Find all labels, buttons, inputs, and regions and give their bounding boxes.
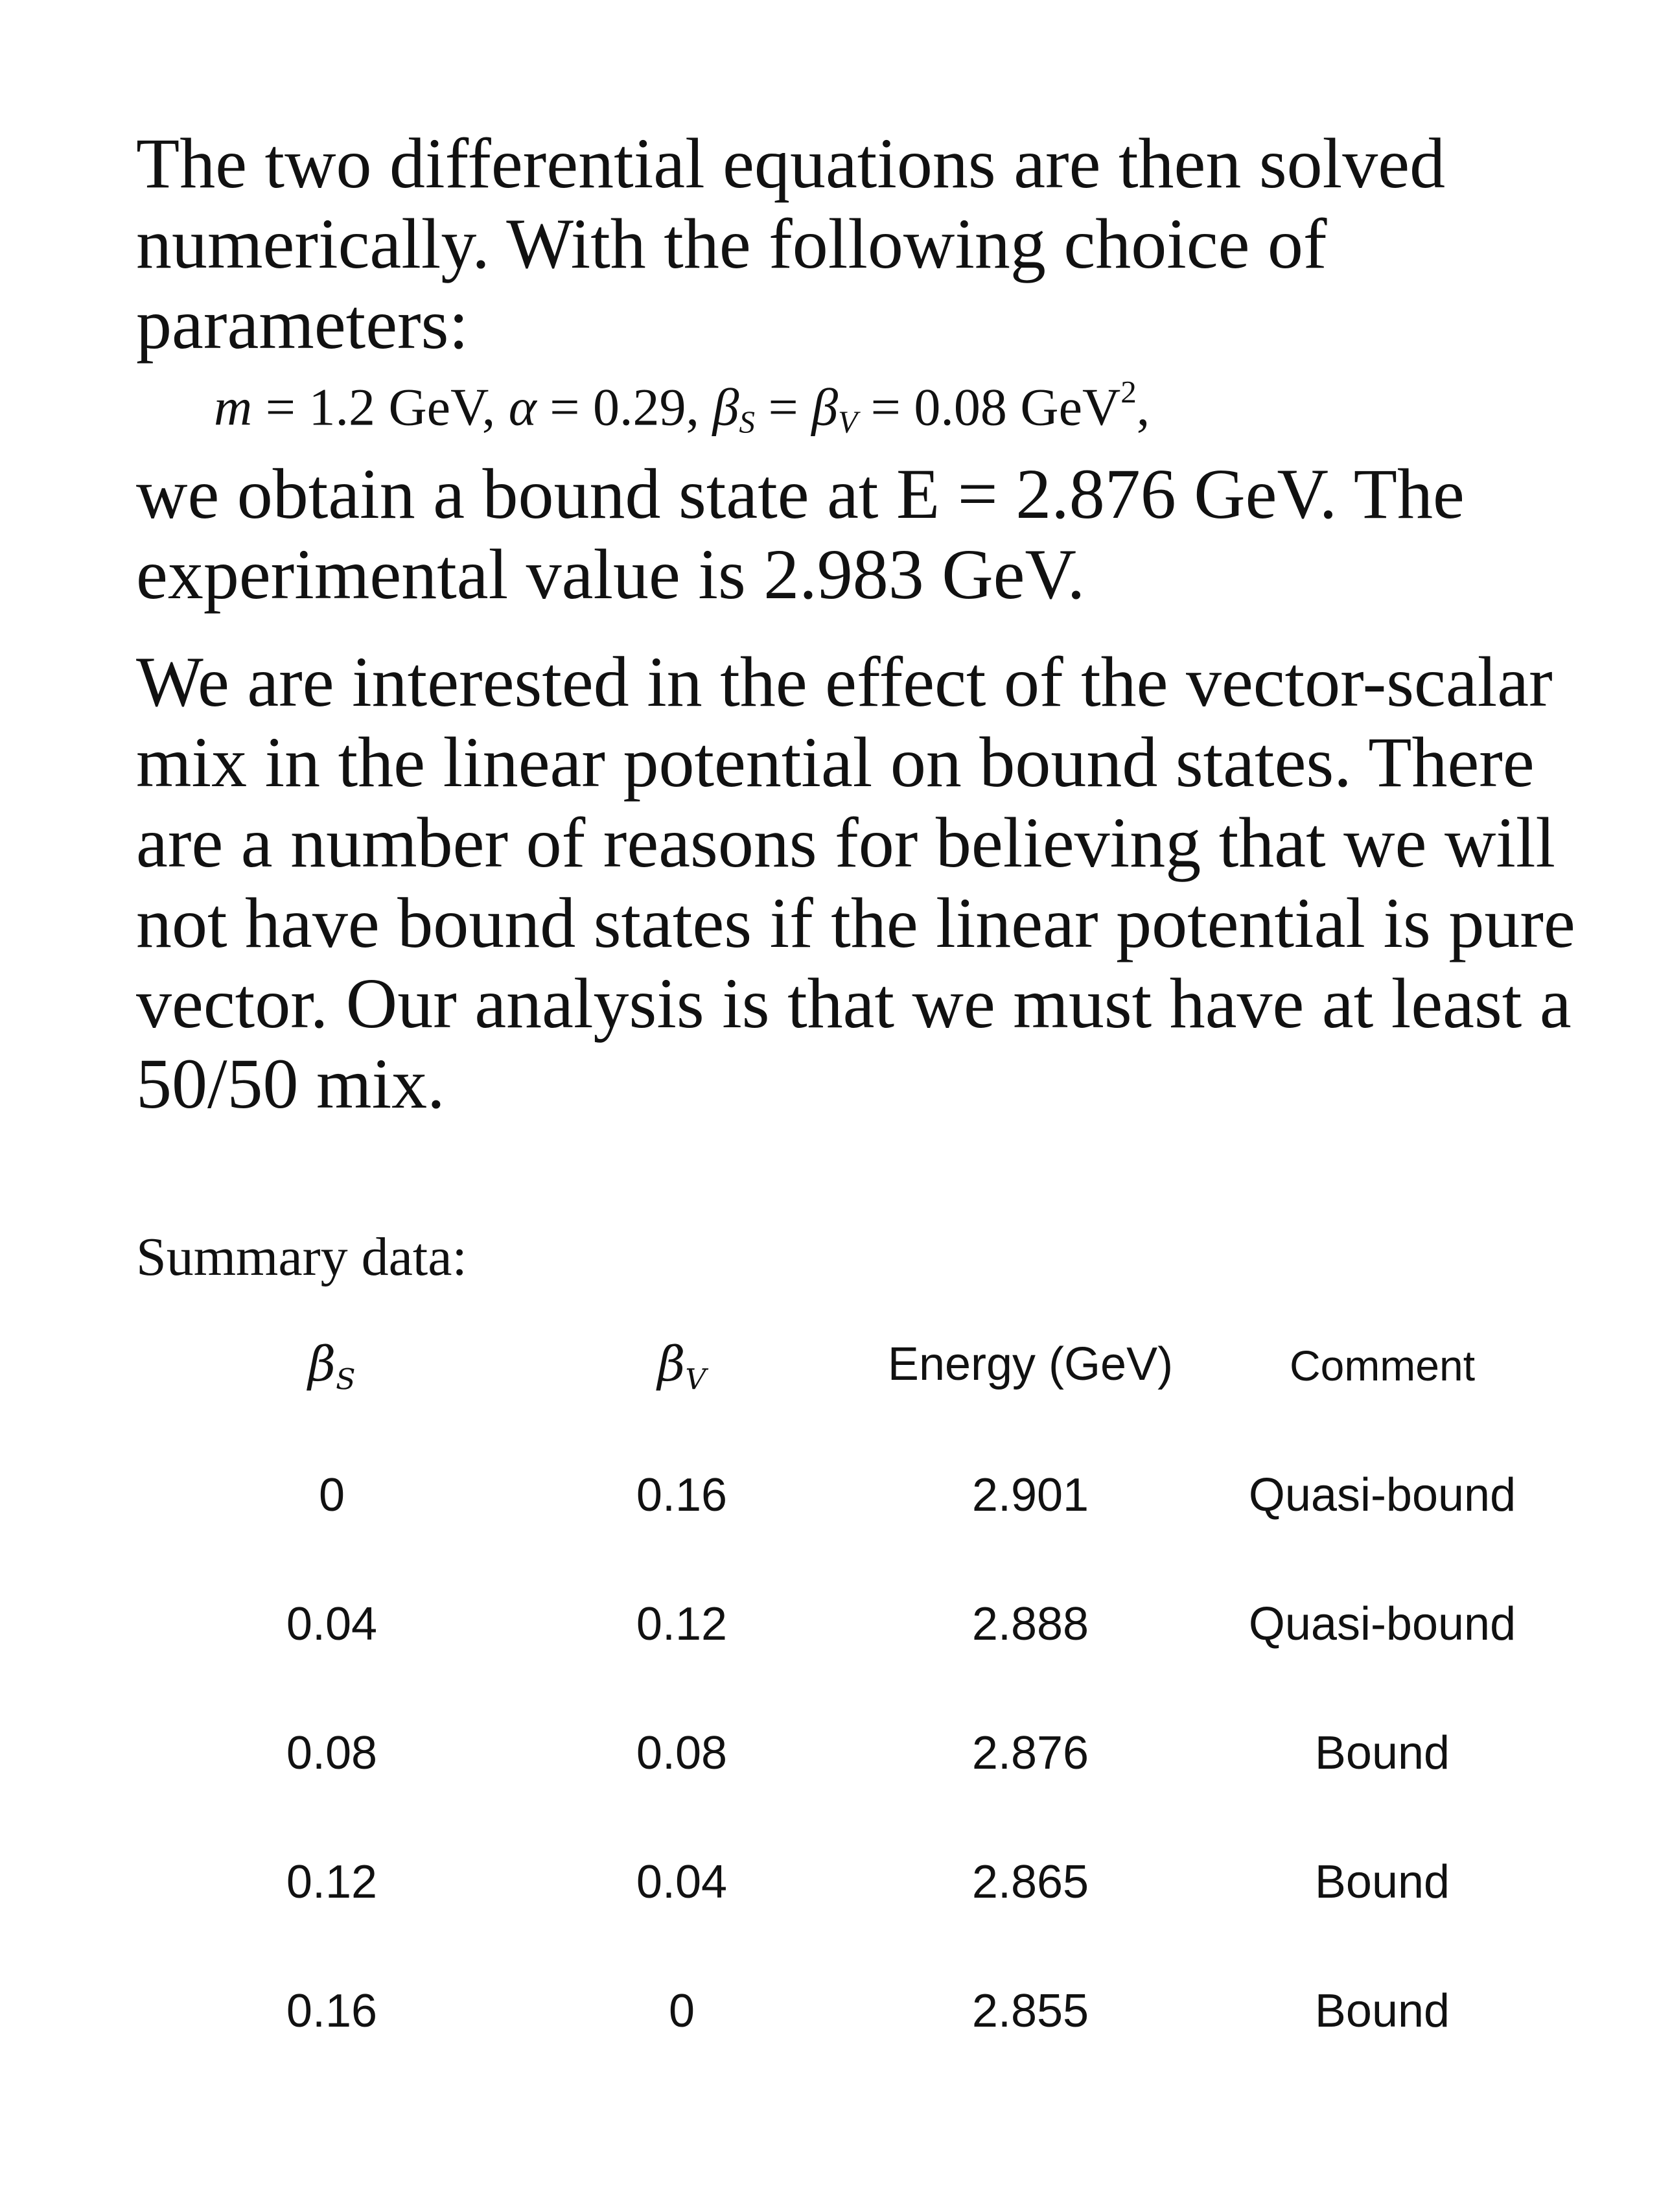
- cell-beta-s: 0.08: [286, 1727, 378, 1779]
- cell-beta-s: 0.16: [286, 1985, 378, 2037]
- cell-beta-s: 0.12: [286, 1856, 378, 1908]
- summary-label: Summary data:: [136, 1227, 467, 1287]
- cell-beta-v: 0.16: [636, 1469, 728, 1521]
- eq-beta-s-sub: S: [739, 404, 755, 440]
- cell-comment: Quasi-bound: [1248, 1598, 1516, 1650]
- cell-beta-v: 0.04: [636, 1856, 728, 1908]
- eq-beta-v-sub: V: [838, 404, 858, 440]
- eq-beta-s-symbol: β: [712, 377, 739, 437]
- eq-alpha-symbol: α: [508, 377, 537, 437]
- header-comment: Comment: [1289, 1342, 1476, 1390]
- cell-beta-s: 0.04: [286, 1598, 378, 1650]
- cell-comment: Bound: [1314, 1856, 1450, 1908]
- eq-unit-power: 2: [1120, 374, 1137, 410]
- eq-beta-v-symbol: β: [811, 377, 839, 437]
- paragraph-analysis: We are interested in the effect of the vector-scalar mix in the linear potential on bound states. There are a number of reasons for believing that we will not have bound states if the linear potential is pure vector. Our analysis is that we must have at least a 50/50 mix.: [136, 642, 1575, 1123]
- cell-comment: Bound: [1314, 1727, 1450, 1779]
- cell-comment: Bound: [1314, 1985, 1450, 2037]
- eq-m-symbol: m: [214, 377, 253, 437]
- eq-beta-value: = 0.08 GeV: [870, 377, 1121, 437]
- header-beta-s: $\beta_S$: [308, 1336, 356, 1397]
- eq-sign: =: [768, 377, 798, 437]
- eq-alpha-value: = 0.29,: [550, 377, 700, 437]
- cell-beta-v: 0.12: [636, 1598, 728, 1650]
- cell-comment: Quasi-bound: [1248, 1469, 1516, 1521]
- eq-m-value: = 1.2 GeV,: [265, 377, 496, 437]
- header-energy: Energy (GeV): [887, 1338, 1174, 1390]
- parameter-equation: [214, 360, 1150, 455]
- cell-energy: 2.865: [971, 1856, 1089, 1908]
- paragraph-result: we obtain a bound state at E = 2.876 GeV. The experimental value is 2.983 GeV.: [136, 454, 1465, 614]
- cell-energy: 2.876: [971, 1727, 1089, 1779]
- cell-beta-s: 0: [318, 1469, 345, 1521]
- cell-energy: 2.901: [971, 1469, 1089, 1521]
- cell-energy: 2.855: [971, 1985, 1089, 2037]
- eq-trailing: ,: [1136, 377, 1150, 437]
- cell-beta-v: 0: [668, 1985, 695, 2037]
- header-beta-v: $\beta_V$: [657, 1336, 706, 1397]
- paragraph-intro: The two differential equations are then solved numerically. With the following choice of parameters:: [136, 124, 1446, 364]
- cell-beta-v: 0.08: [636, 1727, 728, 1779]
- cell-energy: 2.888: [971, 1598, 1089, 1650]
